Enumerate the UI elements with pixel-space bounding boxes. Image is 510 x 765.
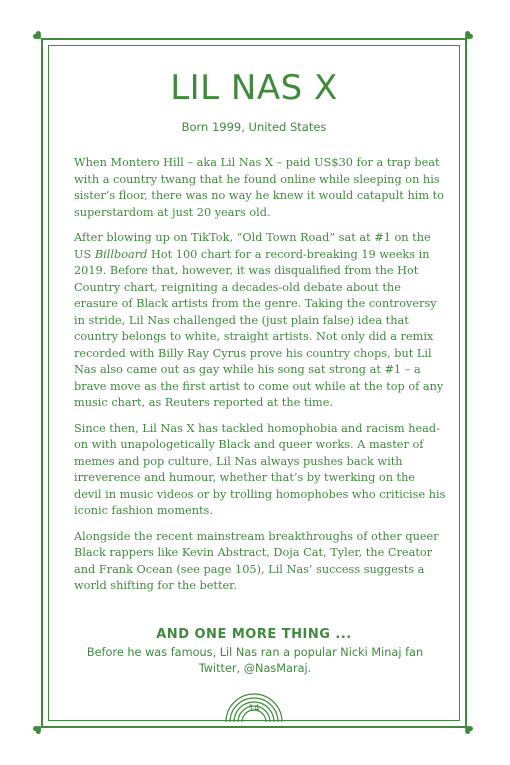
paragraph-2 bbox=[74, 230, 446, 412]
paragraph-2-italic: Billboard bbox=[94, 247, 148, 261]
paragraph-2-part-a: After blowing up on TikTok, “Old Town Road” sat at #1 on the US bbox=[74, 231, 431, 261]
one-more-thing-heading: AND ONE MORE THING ... bbox=[156, 627, 352, 642]
paragraph-2-part-b: Hot 100 chart for a record-breaking 19 weeks in 2019. Before that, however, it was disqualified from the Hot Country chart, reigniting a decades-old debate about the erasure of Black artists from the genre. Taking the controversy in stride, Lil Nas challenged the (just plain false) idea that country belongs to white, straight artists. Not only did a remix recorded with Billy Ray Cyrus prove his country chops, but Lil Nas also came out as gay while his song sat strong at #1 – a brave move as the first artist to come out while at the top of any music chart, as Reuters reported at the time. bbox=[74, 247, 444, 409]
page-title: LIL NAS X bbox=[170, 68, 338, 108]
heart-icon bbox=[33, 724, 43, 734]
page-number-ornament bbox=[222, 686, 286, 722]
paragraph-1: When Montero Hill – aka Lil Nas X – paid US$30 for a trap beat with a country twang that he found online while sleeping on his sister’s floor, there was no way he knew it would catapult him to superstardom at just 20 years old. bbox=[74, 156, 444, 219]
page-number: 14 bbox=[248, 704, 260, 714]
heart-icon bbox=[463, 724, 473, 734]
article-body bbox=[74, 155, 446, 604]
heart-icon bbox=[463, 31, 473, 41]
one-more-thing-text: Before he was famous, Lil Nas ran a popular Nicki Minaj fan Twitter, @NasMaraj. bbox=[86, 646, 424, 675]
heart-icon bbox=[33, 31, 43, 41]
paragraph-3: Since then, Lil Nas X has tackled homophobia and racism head-on with unapologetically Black and queer works. A master of memes and pop culture, Lil Nas always pushes back with irreverence and humour, whether that’s by twerking on the devil in music videos or by trolling homophobes who criticise his iconic fashion moments. bbox=[74, 421, 446, 517]
page-subtitle: Born 1999, United States bbox=[181, 120, 327, 134]
paragraph-4: Alongside the recent mainstream breakthroughs of other queer Black rappers like Kevin Abstract, Doja Cat, Tyler, the Creator and Frank Ocean (see page 105), Lil Nas’ success suggests a world shifting for the better. bbox=[74, 529, 439, 592]
